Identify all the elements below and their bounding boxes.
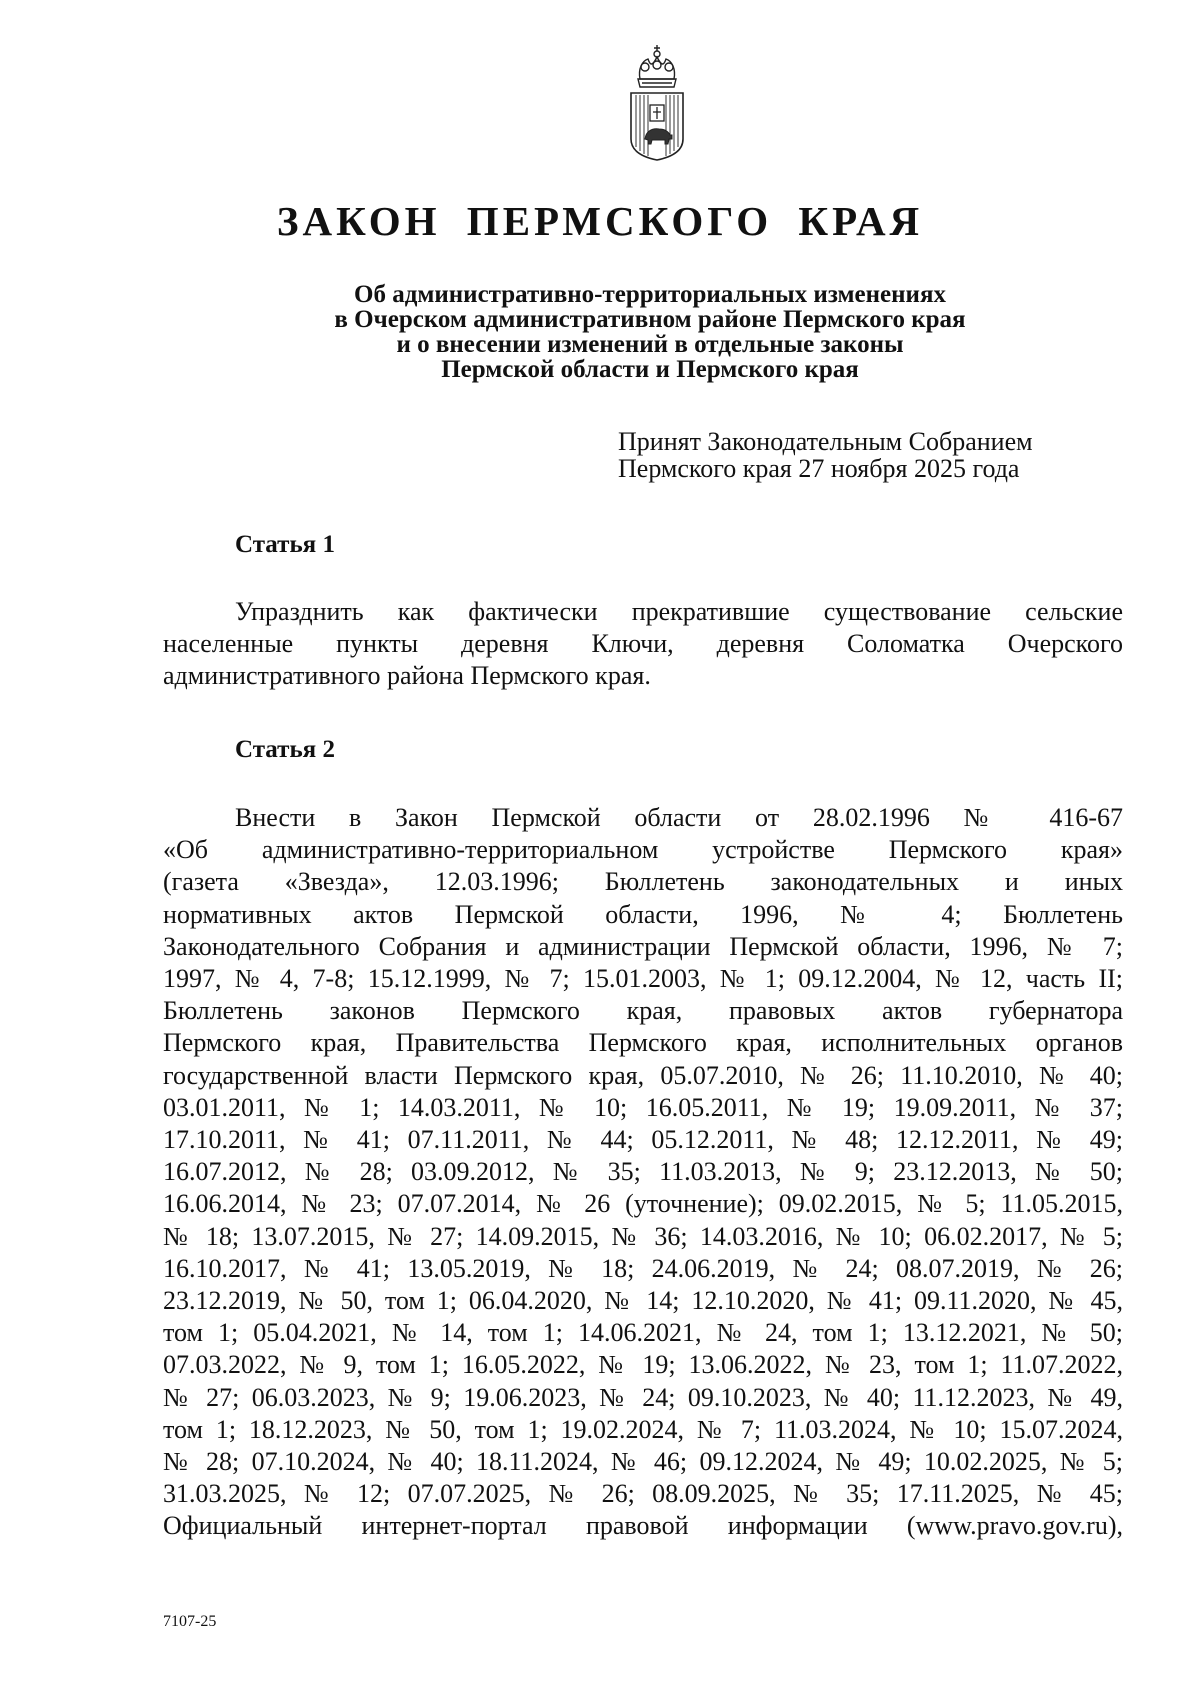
text-line: № 27; 06.03.2023, № 9; 19.06.2023, № 24; 09.10.2023, № 40; 11.12.2023, № 49, (163, 1382, 1123, 1412)
text-line: № 28; 07.10.2024, № 40; 18.11.2024, № 46; 09.12.2024, № 49; 10.02.2025, № 5; (163, 1447, 1123, 1477)
perm-krai-coat-of-arms-icon (628, 43, 686, 161)
text-line: № 18; 13.07.2015, № 27; 14.09.2015, № 36; 14.03.2016, № 10; 06.02.2017, № 5; (163, 1221, 1123, 1251)
text-line: 23.12.2019, № 50, том 1; 06.04.2020, № 14; 12.10.2020, № 41; 09.11.2020, № 45, (163, 1286, 1123, 1316)
adoption-line: Принят Законодательным Собранием (618, 427, 1033, 456)
law-subtitle (200, 282, 1100, 382)
subtitle-line: в Очерском административном районе Пермского края (334, 306, 966, 333)
law-title: ЗАКОН ПЕРМСКОГО КРАЯ (276, 198, 924, 244)
text-line: Законодательного Собрания и администрации Пермской области, 1996, № 7; (163, 931, 1123, 961)
text-line: Бюллетень законов Пермского края, правовых актов губернатора (163, 996, 1123, 1026)
subtitle-line: Пермской области и Пермского края (441, 356, 859, 383)
text-line: Внести в Закон Пермской области от 28.02.1996 № 416-67 (235, 803, 1123, 832)
text-line: том 1; 18.12.2023, № 50, том 1; 19.02.2024, № 7; 11.03.2024, № 10; 15.07.2024, (163, 1414, 1123, 1444)
article-1-text (163, 596, 1123, 693)
adoption-line: Пермского края 27 ноября 2025 года (618, 454, 1020, 483)
text-line: государственной власти Пермского края, 05.07.2010, № 26; 11.10.2010, № 40; (163, 1060, 1123, 1090)
adoption-statement (618, 428, 1033, 482)
document-number: 7107-25 (163, 1613, 217, 1630)
text-line: 16.10.2017, № 41; 13.05.2019, № 18; 24.06.2019, № 24; 08.07.2019, № 26; (163, 1253, 1123, 1283)
text-line: 07.03.2022, № 9, том 1; 16.05.2022, № 19; 13.06.2022, № 23, том 1; 11.07.2022, (163, 1350, 1123, 1380)
text-line: административного района Пермского края. (163, 661, 651, 691)
text-line: 1997, № 4, 7-8; 15.12.1999, № 7; 15.01.2003, № 1; 09.12.2004, № 12, часть II; (163, 964, 1123, 994)
text-line: Пермского края, Правительства Пермского края, исполнительных органов (163, 1028, 1123, 1058)
text-line: 03.01.2011, № 1; 14.03.2011, № 10; 16.05.2011, № 19; 19.09.2011, № 37; (163, 1092, 1123, 1122)
text-line: нормативных актов Пермской области, 1996, № 4; Бюллетень (163, 899, 1123, 929)
article-2-heading: Статья 2 (235, 736, 335, 763)
subtitle-line: и о внесении изменений в отдельные законы (396, 331, 904, 358)
text-line: населенные пункты деревня Ключи, деревня Соломатка Очерского (163, 629, 1123, 659)
text-line: Официальный интернет-портал правовой информации (www.pravo.gov.ru), (163, 1511, 1123, 1541)
text-line: «Об административно-территориальном устройстве Пермского края» (163, 835, 1123, 865)
text-line: том 1; 05.04.2021, № 14, том 1; 14.06.2021, № 24, том 1; 13.12.2021, № 50; (163, 1318, 1123, 1348)
text-line: 17.10.2011, № 41; 07.11.2011, № 44; 05.12.2011, № 48; 12.12.2011, № 49; (163, 1125, 1123, 1155)
subtitle-line: Об административно-территориальных изменениях (354, 281, 946, 308)
text-line: 16.07.2012, № 28; 03.09.2012, № 35; 11.03.2013, № 9; 23.12.2013, № 50; (163, 1157, 1123, 1187)
text-line: 16.06.2014, № 23; 07.07.2014, № 26 (уточнение); 09.02.2015, № 5; 11.05.2015, (163, 1189, 1123, 1219)
article-2-text (163, 802, 1123, 1543)
text-line: Упразднить как фактически прекратившие существование сельские (235, 597, 1123, 626)
text-line: (газета «Звезда», 12.03.1996; Бюллетень законодательных и иных (163, 867, 1123, 897)
article-1-heading: Статья 1 (235, 531, 335, 558)
text-line: 31.03.2025, № 12; 07.07.2025, № 26; 08.09.2025, № 35; 17.11.2025, № 45; (163, 1479, 1123, 1509)
